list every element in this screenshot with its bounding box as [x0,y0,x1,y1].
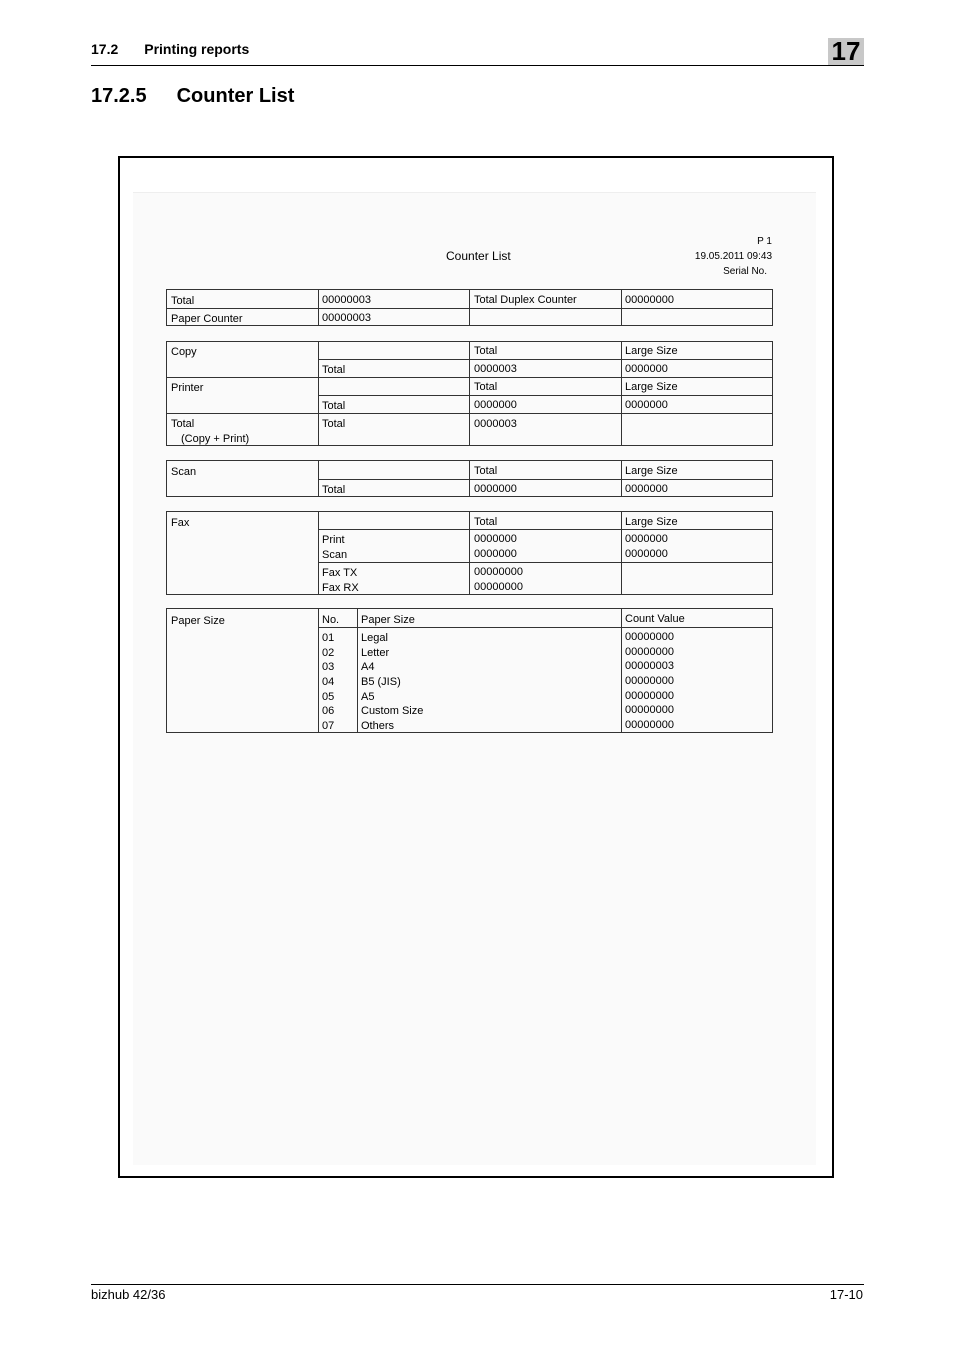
fax-table [166,511,773,595]
fax-rx-value: 00000000 [474,581,523,593]
scan-large-header: Large Size [625,465,678,477]
paper-size-table [166,608,773,733]
paper-row-no: 07 [322,720,335,732]
paper-row-no: 04 [322,676,335,688]
running-header [91,41,249,57]
scan-large: 0000000 [625,483,668,495]
report-serial: Serial No. [723,266,767,277]
fax-print-total: 0000000 [474,533,517,545]
paper-counter-value: 00000003 [322,312,371,324]
copy-label: Copy [171,346,197,358]
footer-page-number: 17-10 [829,1287,863,1302]
duplex-value: 00000000 [625,294,674,306]
paper-no-header: No. [322,614,340,626]
fax-tx-value: 00000000 [474,566,523,578]
paper-row-no: 06 [322,705,335,717]
printer-large-header: Large Size [625,381,678,393]
paper-size-header: Paper Size [361,614,415,626]
paper-size-label: Paper Size [171,615,225,627]
copy-large-header: Large Size [625,345,678,357]
paper-row-count: 00000000 [625,719,674,731]
paper-row-size: A5 [361,691,375,703]
paper-row-size: B5 (JIS) [361,676,401,688]
fax-print-large: 0000000 [625,533,668,545]
printer-total-header: Total [474,381,498,393]
copy-print-label: Total [171,418,195,430]
paper-row-size: Others [361,720,395,732]
copy-large: 0000000 [625,363,668,375]
printer-large: 0000000 [625,399,668,411]
footer-product: bizhub 42/36 [91,1287,166,1302]
subsection-number: 17.2.5 [91,85,147,107]
copy-total: 0000003 [474,363,517,375]
paper-row-no: 05 [322,691,335,703]
chapter-number: 17 [831,36,861,66]
printer-total: 0000000 [474,399,517,411]
paper-row-count: 00000000 [625,631,674,643]
paper-row-size: Custom Size [361,705,424,717]
fax-tx-label: Fax TX [322,567,358,579]
paper-row-count: 00000000 [625,675,674,687]
fax-scan-total: 0000000 [474,548,517,560]
copy-total-header: Total [474,345,498,357]
duplex-label: Total Duplex Counter [474,294,577,306]
report-date: 19.05.2011 09:43 [694,251,772,262]
fax-total-header: Total [474,516,498,528]
fax-rx-label: Fax RX [322,582,359,594]
paper-row-no: 02 [322,647,335,659]
scan-table [166,460,773,497]
fax-large-header: Large Size [625,516,678,528]
footer-rule [91,1284,864,1285]
subsection-title: Counter List [176,85,295,107]
paper-row-size: A4 [361,661,375,673]
printer-label: Printer [171,382,204,394]
copy-row-label: Total [322,364,346,376]
paper-row-size: Letter [361,647,390,659]
report-page: P 1 [757,236,772,247]
copy-printer-table [166,341,773,446]
copy-print-sublabel: (Copy + Print) [181,433,250,445]
scan-total: 0000000 [474,483,517,495]
copy-print-total: 0000003 [474,418,517,430]
scan-total-header: Total [474,465,498,477]
printer-row-label: Total [322,400,346,412]
copy-print-row-label: Total [322,418,346,430]
fax-print-label: Print [322,534,345,546]
report-title: Counter List [446,249,511,263]
paper-row-no: 03 [322,661,335,673]
paper-count-header: Count Value [625,613,685,625]
paper-row-size: Legal [361,632,388,644]
paper-row-count: 00000003 [625,660,674,672]
totals-table [166,289,773,326]
header-section-number: 17.2 [91,41,119,57]
fax-scan-large: 0000000 [625,548,668,560]
total-value: 00000003 [322,294,371,306]
scan-label: Scan [171,466,197,478]
header-section-title: Printing reports [144,41,250,57]
total-label: Total [171,295,195,307]
paper-row-count: 00000000 [625,690,674,702]
header-rule [91,65,864,66]
paper-row-count: 00000000 [625,704,674,716]
subsection-heading [91,85,294,108]
paper-row-count: 00000000 [625,646,674,658]
fax-scan-label: Scan [322,549,348,561]
fax-label: Fax [171,517,190,529]
paper-row-no: 01 [322,632,335,644]
paper-counter-label: Paper Counter [171,313,243,325]
scan-row-label: Total [322,484,346,496]
